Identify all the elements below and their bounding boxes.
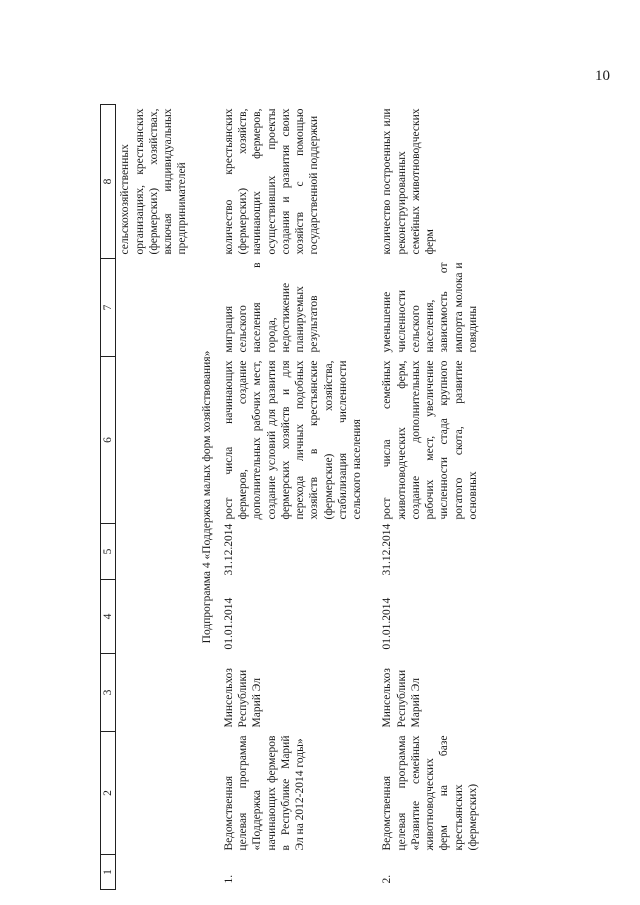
subprogram-title: Подпрограмма 4 «Поддержка малых форм хозяйствования» <box>200 350 213 644</box>
target-indicator: количество крестьянских (фермерских) хозяйств, начинающих фермеров, осуществивших проекты создания и развития своих хозяйств с помощью государственной поддержки <box>222 108 321 255</box>
row-number: 2. <box>381 874 394 884</box>
page-number-text: 10 <box>595 68 610 84</box>
column-header-3: 3 <box>101 654 116 732</box>
program-table <box>100 104 482 890</box>
end-date: 31.12.2014 <box>381 523 394 576</box>
column-header-5: 5 <box>101 524 116 580</box>
carryover-indicator-text: сельскохозяйственных организациях, крестьянских (фермерских) хозяйствах, включая индивидуальных предпринимателей <box>119 108 189 255</box>
expected-result: рост числа начинающих фермеров, создание дополнительных рабочих мест, создание условий для развития фермерских хозяйств и для перехода личных подобных хозяйств в крестьянские (фермерские) хозяйства, стабилизация численности сельского населения <box>222 360 363 520</box>
responsible-executor: Минсельхоз Республики Марий Эл <box>222 668 264 728</box>
non-implementation-consequence: миграция сельского населения в города, недостижение планируемых результатов <box>222 262 321 353</box>
responsible-executor: Минсельхоз Республики Марий Эл <box>381 668 422 728</box>
row-number: 1. <box>222 874 235 884</box>
carryover-row <box>116 105 192 890</box>
expected-result: рост числа семейных животноводческих ферм, создание дополнительных рабочих мест, увеличение численности стада крупного рогатого скота, развитие основных <box>381 360 479 520</box>
column-header-6: 6 <box>101 357 116 524</box>
start-date: 01.01.2014 <box>381 597 394 650</box>
program-name: Ведомственная целевая программа «Развитие семейных животноводческих ферм на базе крестьянских (фермерских) <box>381 735 479 851</box>
table-row <box>366 105 482 890</box>
column-header-1: 1 <box>101 855 116 890</box>
non-implementation-consequence: уменьшение численности сельского населения, зависимость от импорта молока и говядины <box>381 262 479 353</box>
table-row <box>220 105 367 890</box>
rotated-document-sheet <box>100 105 640 890</box>
program-name: Ведомственная целевая программа «Поддержка начинающих фермеров в Республике Марий Эл на 2012-2014 годы» <box>222 735 306 851</box>
column-header-8: 8 <box>101 105 116 259</box>
target-indicator: количество построенных или реконструированных семейных животноводческих ферм <box>381 108 436 255</box>
subprogram-title-row <box>192 105 220 890</box>
column-header-2: 2 <box>101 732 116 855</box>
column-header-7: 7 <box>101 259 116 357</box>
end-date: 31.12.2014 <box>222 523 235 576</box>
start-date: 01.01.2014 <box>222 597 235 650</box>
column-number-header-row <box>101 105 116 890</box>
column-header-4: 4 <box>101 580 116 654</box>
